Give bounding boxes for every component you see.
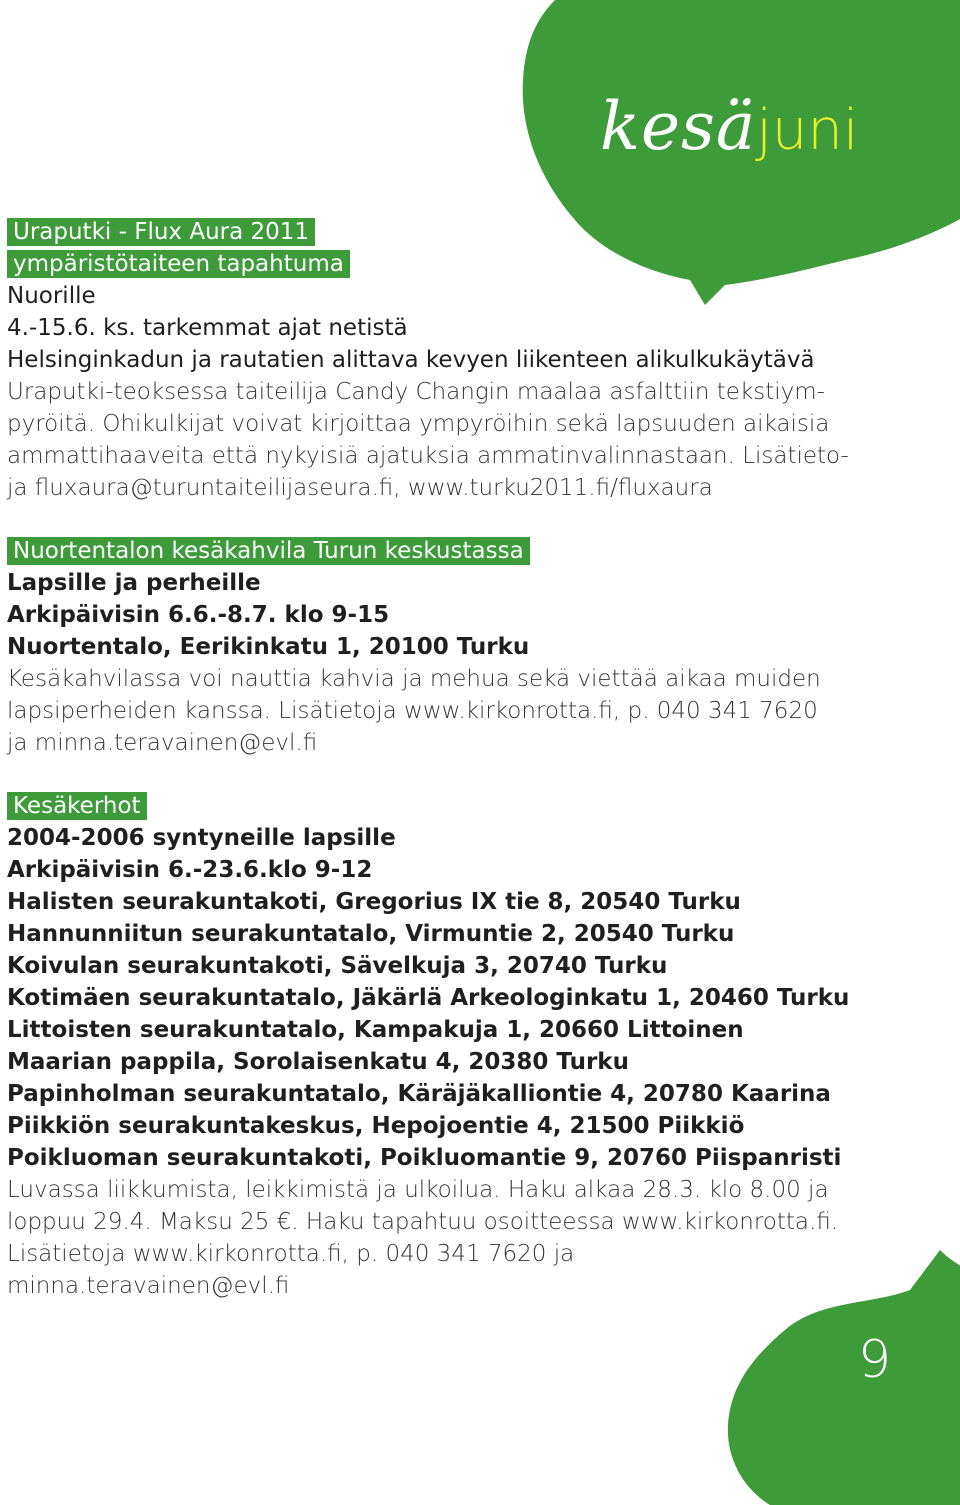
month-title-accent: juni bbox=[756, 98, 859, 163]
event-location: Helsinginkadun ja rautatien alittava kevyen liikenteen alikulkukäytävä bbox=[7, 347, 815, 373]
event-description: Uraputki-teoksessa taiteilija Candy Changin maalaa asfalttiin tekstiym- bbox=[7, 379, 825, 405]
event-audience: Lapsille ja perheille bbox=[7, 570, 261, 596]
event-location: Halisten seurakuntakoti, Gregorius IX tie 8, 20540 Turku bbox=[7, 889, 741, 915]
event-description: ja minna.teravainen@evl.fi bbox=[7, 730, 318, 756]
month-title bbox=[600, 88, 858, 168]
month-title-script: kesä bbox=[600, 88, 757, 165]
event-title: ympäristötaiteen tapahtuma bbox=[7, 250, 350, 278]
event-location: Kotimäen seurakuntatalo, Jäkärlä Arkeologinkatu 1, 20460 Turku bbox=[7, 985, 850, 1011]
event-kesakahvila bbox=[7, 535, 867, 759]
event-dates: 4.-15.6. ks. tarkemmat ajat netistä bbox=[7, 315, 408, 341]
event-audience: Nuorille bbox=[7, 283, 96, 309]
event-description: ja fluxaura@turuntaiteilijaseura.fi, www.turku2011.fi/fluxaura bbox=[7, 475, 713, 501]
event-audience: 2004-2006 syntyneille lapsille bbox=[7, 825, 396, 851]
event-description: loppuu 29.4. Maksu 25 €. Haku tapahtuu osoitteessa www.kirkonrotta.fi. bbox=[7, 1209, 839, 1235]
event-location: Koivulan seurakuntakoti, Sävelkuja 3, 20740 Turku bbox=[7, 953, 668, 979]
event-location: Piikkiön seurakuntakeskus, Hepojoentie 4, 21500 Piikkiö bbox=[7, 1113, 745, 1139]
event-location: Hannunniitun seurakuntatalo, Virmuntie 2, 20540 Turku bbox=[7, 921, 735, 947]
event-dates: Arkipäivisin 6.-23.6.klo 9-12 bbox=[7, 857, 373, 883]
event-uraputki bbox=[7, 216, 867, 504]
event-location: Maarian pappila, Sorolaisenkatu 4, 20380 Turku bbox=[7, 1049, 629, 1075]
event-description: Kesäkahvilassa voi nauttia kahvia ja mehua sekä viettää aikaa muiden bbox=[7, 666, 821, 692]
event-description: pyröitä. Ohikulkijat voivat kirjoittaa ympyröihin sekä lapsuuden aikaisia bbox=[7, 411, 830, 437]
event-location: Papinholman seurakuntatalo, Käräjäkalliontie 4, 20780 Kaarina bbox=[7, 1081, 831, 1107]
event-kesakerhot bbox=[7, 790, 867, 1302]
event-description: Luvassa liikkumista, leikkimistä ja ulkoilua. Haku alkaa 28.3. klo 8.00 ja bbox=[7, 1177, 829, 1203]
event-dates: Arkipäivisin 6.6.-8.7. klo 9-15 bbox=[7, 602, 390, 628]
event-title: Uraputki - Flux Aura 2011 bbox=[7, 218, 315, 246]
event-description: lapsiperheiden kanssa. Lisätietoja www.kirkonrotta.fi, p. 040 341 7620 bbox=[7, 698, 818, 724]
event-location: Littoisten seurakuntatalo, Kampakuja 1, 20660 Littoinen bbox=[7, 1017, 744, 1043]
event-location: Poikluoman seurakuntakoti, Poikluomantie 9, 20760 Piispanristi bbox=[7, 1145, 842, 1171]
event-description: ammattihaaveita että nykyisiä ajatuksia ammatinvalinnastaan. Lisätieto- bbox=[7, 443, 849, 469]
event-title: Kesäkerhot bbox=[7, 792, 147, 820]
event-description: minna.teravainen@evl.fi bbox=[7, 1273, 290, 1299]
event-description: Lisätietoja www.kirkonrotta.fi, p. 040 341 7620 ja bbox=[7, 1241, 575, 1267]
event-location: Nuortentalo, Eerikinkatu 1, 20100 Turku bbox=[7, 634, 530, 660]
event-list bbox=[7, 216, 867, 1333]
event-title: Nuortentalon kesäkahvila Turun keskustassa bbox=[7, 537, 530, 565]
page-number: 9 bbox=[858, 1330, 892, 1390]
